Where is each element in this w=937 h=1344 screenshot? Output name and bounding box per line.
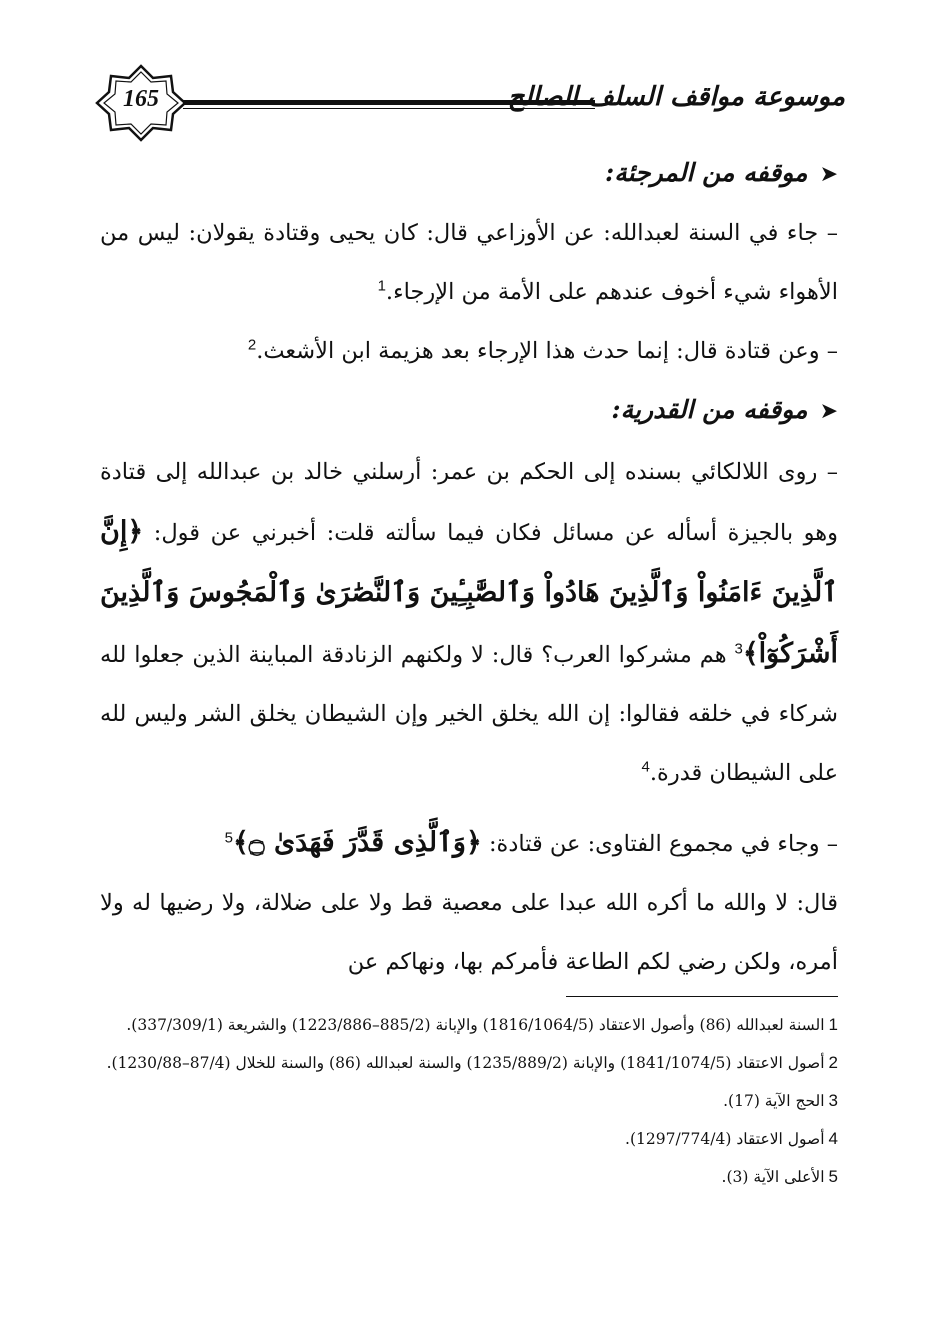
footnote-1: 1السنة لعبدالله (86) وأصول الاعتقاد (1816/1064/5) والإبانة (885/2–1223/886) والشريعة (337/309/1).	[126, 1015, 838, 1034]
page-header	[95, 64, 845, 142]
paragraph-murjia-1: – جاء في السنة لعبدالله: عن الأوزاعي قال: كان يحيى وقتادة يقولان: ليس من الأهواء شيء أخوف عندهم على الأمة من الإرجاء.$^1$	[100, 220, 838, 305]
page-number-badge	[95, 64, 187, 142]
arrow-bullet-icon: ➤	[819, 162, 838, 187]
footnote-3: 3الحج الآية (17).	[723, 1091, 838, 1110]
footnote-ref-3[interactable]: 3	[734, 640, 743, 658]
paragraph-qadariya-2: – وجاء في مجموع الفتاوى: عن قتادة: ﴿وَٱلَّذِى قَدَّرَ فَهَدَىٰ ۝﴾$^5$	[224, 827, 838, 858]
book-title: موسوعة مواقف السلف الصالح	[507, 82, 845, 112]
footnote-2: 2أصول الاعتقاد (1841/1074/5) والإبانة (1235/889/2) والسنة لعبدالله (86) والسنة للخلال (87/4–1230/88).	[106, 1053, 838, 1072]
footnote-4: 4أصول الاعتقاد (1297/774/4).	[625, 1129, 838, 1148]
footnote-ref-1[interactable]: 1	[377, 277, 386, 295]
footnote-ref-2[interactable]: 2	[247, 336, 257, 354]
section-heading-qadariya: ➤موقفه من القدرية:	[611, 395, 838, 424]
quran-verse: ﴿وَٱلَّذِى قَدَّرَ فَهَدَىٰ ۝﴾	[232, 827, 482, 858]
paragraph-qadariya-3: قال: لا والله ما أكره الله عبدا على معصية قط ولا على ضلالة، ولا رضيها له ولا أمره، ولكن رضي لكم الطاعة فأمركم بها، ونهاكم عن	[100, 890, 838, 975]
page-number: 165	[123, 86, 159, 112]
paragraph-murjia-2: – وعن قتادة قال: إنما حدث هذا الإرجاء بعد هزيمة ابن الأشعث.$^2$	[247, 336, 838, 364]
footnotes	[100, 1006, 838, 1196]
quran-verse: ﴿إِنَّ ٱلَّذِينَ ءَامَنُواْ وَٱلَّذِينَ هَادُواْ وَٱلصَّٰبِـِٔينَ وَٱلنَّصَٰرَىٰ وَٱلْمَجُوسَ وَٱلَّذِينَ أَشْرَكُوٓاْ﴾	[100, 516, 838, 669]
footnote-ref-4[interactable]: 4	[641, 758, 650, 776]
footnote-5: 5الأعلى الآية (3).	[721, 1167, 838, 1186]
arrow-bullet-icon: ➤	[819, 399, 838, 424]
paragraph-qadariya-1: – روى اللالكائي بسنده إلى الحكم بن عمر: أرسلني خالد بن عبدالله إلى قتادة وهو بالجيزة أسأله عن مسائل فكان فيما سألته قلت: أخبرني عن قول: ﴿إِنَّ ٱلَّذِينَ ءَامَنُواْ وَٱلَّذِينَ هَادُواْ وَٱلصَّٰبِـِٔينَ وَٱلنَّصَٰرَىٰ وَٱلْمَجُوسَ وَٱلَّذِينَ أَشْرَكُوٓاْ﴾$^3$ هم مشركوا العرب؟ قال: لا ولكنهم الزنادقة المباينة الذين جعلوا لله شركاء في خلقه فقالوا: إن الله يخلق الخير وإن الشيطان يخلق الشر وليس لله على الشيطان قدرة.$^4$	[100, 459, 839, 786]
section-heading-murjia: ➤موقفه من المرجئة:	[604, 158, 838, 187]
footnote-separator	[566, 996, 838, 997]
main-content	[100, 150, 838, 992]
footnote-ref-5[interactable]: 5	[224, 829, 233, 847]
